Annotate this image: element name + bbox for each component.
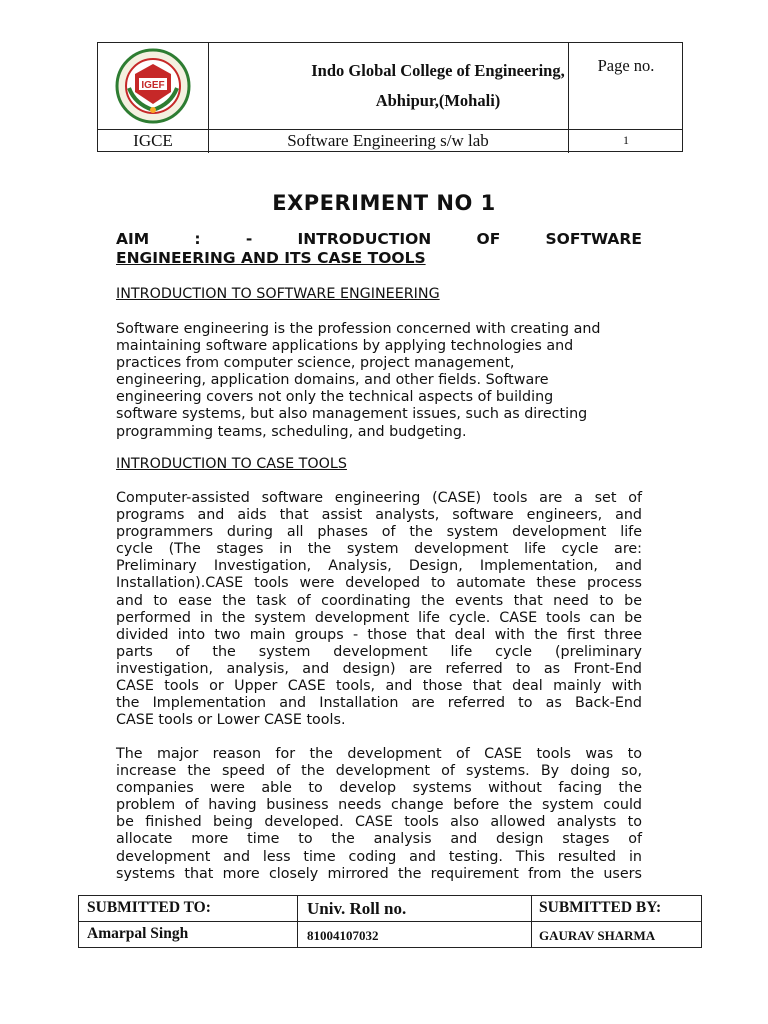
roll-no-label: Univ. Roll no. (307, 899, 407, 918)
roll-no-value: 81004107032 (307, 928, 379, 943)
header-table (97, 42, 683, 152)
paragraph-line: programmers during all phases of the system development life (116, 524, 642, 541)
submission-table (78, 895, 702, 948)
paragraph-line: Preliminary Investigation, Analysis, Design, Implementation, and (116, 558, 642, 575)
paragraph-line: software systems, but also management issues, such as directing (116, 406, 588, 423)
paragraph-line: the Implementation and Installation are referred to as Back-End (116, 695, 642, 712)
aim-word: SOFTWARE (545, 230, 642, 248)
page-no-label: Page no. (597, 56, 655, 75)
paragraph-line: and to ease the task of coordinating the events that need to be (116, 592, 642, 609)
paragraph-line: systems that more closely mirrored the requirement from the users (116, 865, 642, 882)
experiment-title: EXPERIMENT NO 1 (272, 191, 496, 215)
aim-word: OF (476, 230, 501, 248)
paragraph-line: CASE tools or Upper CASE tools, and those that deal mainly with (116, 678, 642, 695)
paragraph-line: maintaining software applications by applying technologies and (116, 338, 574, 355)
paragraph-line: The major reason for the development of CASE tools was to (116, 746, 642, 762)
page-number: 1 (623, 132, 629, 147)
case-tools-paragraph (116, 490, 642, 729)
intro-se-paragraph (116, 321, 642, 441)
logo-text: IGEF (141, 80, 165, 91)
aim-word: AIM (116, 230, 150, 248)
aim-word: INTRODUCTION (297, 230, 432, 248)
paragraph-line: development and less time coding and testing. This resulted in (116, 848, 642, 865)
college-emblem-icon (115, 48, 191, 124)
aim-line2: ENGINEERING AND ITS CASE TOOLS (116, 249, 426, 267)
college-name-line2: Abhipur,(Mohali) (375, 91, 501, 110)
paragraph-line: performed in the system development life cycle. CASE tools can be (116, 609, 642, 626)
paragraph-line: engineering, application domains, and other fields. Software (116, 372, 549, 389)
submitted-by-label: SUBMITTED BY: (539, 899, 662, 916)
paragraph-line: be finished being developed. CASE tools also allowed analysts to (116, 814, 642, 831)
paragraph-line: Software engineering is the profession concerned with creating and (116, 321, 601, 337)
aim-word: : (194, 230, 201, 248)
aim-line1 (116, 230, 642, 249)
paragraph-line: Computer-assisted software engineering (CASE) tools are a set of (116, 490, 642, 506)
submitted-to-label: SUBMITTED TO: (87, 899, 211, 916)
course-name: Software Engineering s/w lab (287, 131, 489, 150)
paragraph-line: cycle (The stages in the system development life cycle are: (116, 541, 642, 558)
paragraph-line: engineering covers not only the technical aspects of building (116, 389, 554, 406)
submitted-to-value: Amarpal Singh (87, 925, 189, 942)
paragraph-line: companies were able to develop systems without facing the (116, 780, 642, 797)
paragraph-line: problem of having business needs change before the system could (116, 797, 642, 814)
college-name-line1: Indo Global College of Engineering, (311, 61, 565, 80)
submitted-by-value: GAURAV SHARMA (539, 928, 656, 943)
paragraph-line: programming teams, scheduling, and budgeting. (116, 423, 467, 440)
aim-word: - (245, 230, 253, 248)
paragraph-line: increase the speed of the development of systems. By doing so, (116, 763, 642, 780)
aim-statement (116, 230, 642, 268)
intro-se-heading: INTRODUCTION TO SOFTWARE ENGINEERING (116, 286, 440, 302)
paragraph-line: parts of the system development life cycle (preliminary (116, 643, 642, 660)
paragraph-line: investigation, analysis, and design) are referred to as Front-End (116, 660, 642, 677)
college-logo (98, 43, 208, 129)
college-short-name: IGCE (133, 131, 173, 150)
paragraph-line: programs and aids that assist analysts, software engineers, and (116, 507, 642, 524)
paragraph-line: allocate more time to the analysis and design stages of (116, 831, 642, 848)
paragraph-line: CASE tools or Lower CASE tools. (116, 712, 346, 729)
case-tools-heading: INTRODUCTION TO CASE TOOLS (116, 456, 347, 472)
case-reason-paragraph (116, 746, 642, 883)
paragraph-line: Installation).CASE tools were developed to automate these process (116, 575, 642, 592)
paragraph-line: practices from computer science, project management, (116, 355, 515, 372)
paragraph-line: divided into two main groups - those that deal with the first three (116, 626, 642, 643)
